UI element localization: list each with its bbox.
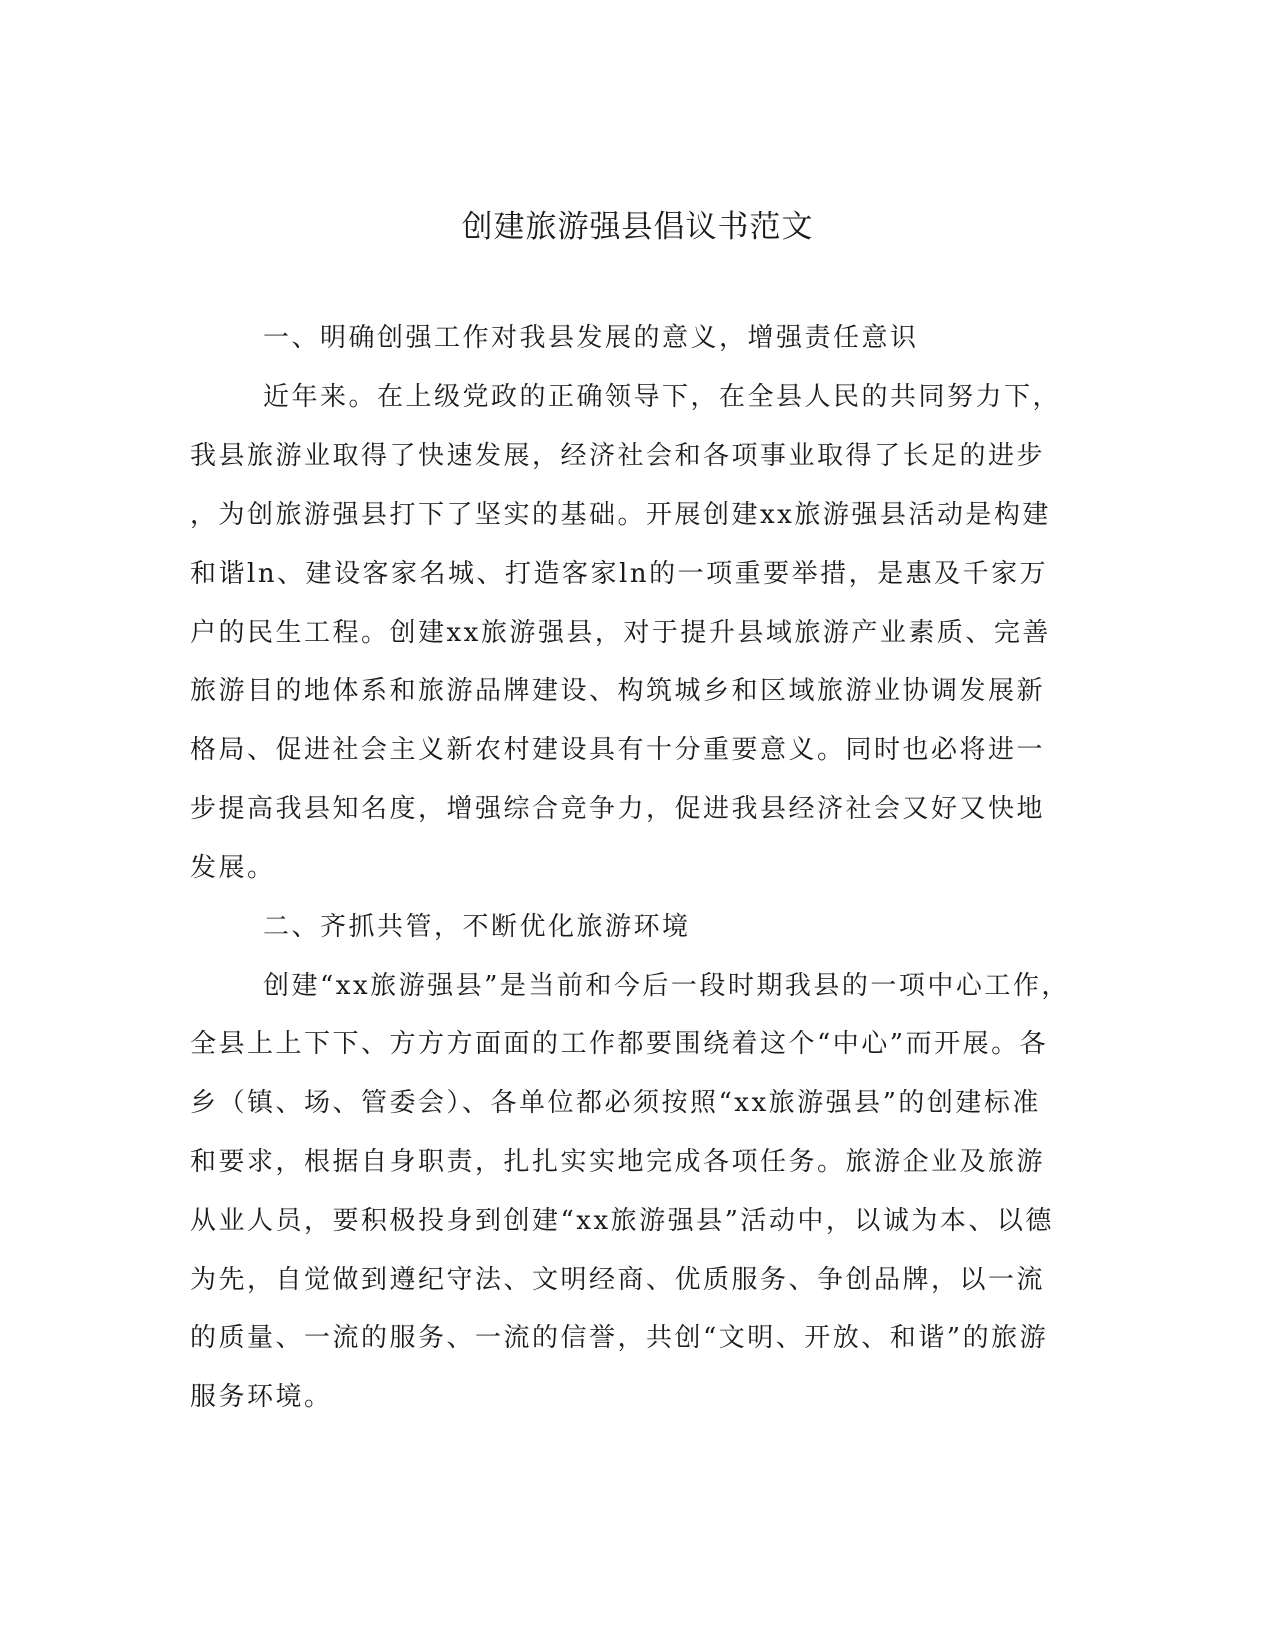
paragraph-line: 创建“xx旅游强县”是当前和今后一段时期我县的一项中心工作， xyxy=(263,971,1070,1001)
paragraph-line: 步提高我县知名度，增强综合竞争力，促进我县经济社会又好又快地 xyxy=(190,794,1046,824)
paragraph-line: 格局、促进社会主义新农村建设具有十分重要意义。同时也必将进一 xyxy=(190,735,1046,765)
paragraph-line: 为先，自觉做到遵纪守法、文明经商、优质服务、争创品牌，以一流 xyxy=(190,1265,1046,1295)
paragraph-line: 服务环境。 xyxy=(190,1382,333,1412)
paragraph-line: 发展。 xyxy=(190,853,276,883)
paragraph-line: 全县上上下下、方方方面面的工作都要围绕着这个“中心”而开展。各 xyxy=(190,1029,1049,1059)
paragraph-line: ，为创旅游强县打下了坚实的基础。开展创建xx旅游强县活动是构建 xyxy=(190,500,1051,530)
paragraph-line: 旅游目的地体系和旅游品牌建设、构筑城乡和区域旅游业协调发展新 xyxy=(190,676,1046,706)
paragraph-line: 我县旅游业取得了快速发展，经济社会和各项事业取得了长足的进步 xyxy=(190,441,1046,471)
paragraph-line: 近年来。在上级党政的正确领导下，在全县人民的共同努力下， xyxy=(263,382,1062,412)
paragraph-line: 和要求，根据自身职责，扎扎实实地完成各项任务。旅游企业及旅游 xyxy=(190,1147,1046,1177)
section-heading-2: 二、齐抓共管，不断优化旅游环境 xyxy=(263,912,691,942)
paragraph-line: 和谐ln、建设客家名城、打造客家ln的一项重要举措，是惠及千家万 xyxy=(190,559,1049,589)
paragraph-line: 户的民生工程。创建xx旅游强县，对于提升县域旅游产业素质、完善 xyxy=(190,618,1051,648)
paragraph-line: 乡（镇、场、管委会）、各单位都必须按照“xx旅游强县”的创建标准 xyxy=(190,1088,1041,1118)
paragraph-line: 从业人员，要积极投身到创建“xx旅游强县”活动中，以诚为本、以德 xyxy=(190,1206,1054,1236)
document-title: 创建旅游强县倡议书范文 xyxy=(461,209,814,245)
paragraph-line: 的质量、一流的服务、一流的信誉，共创“文明、开放、和谐”的旅游 xyxy=(190,1323,1049,1353)
section-heading-1: 一、明确创强工作对我县发展的意义，增强责任意识 xyxy=(263,323,919,353)
